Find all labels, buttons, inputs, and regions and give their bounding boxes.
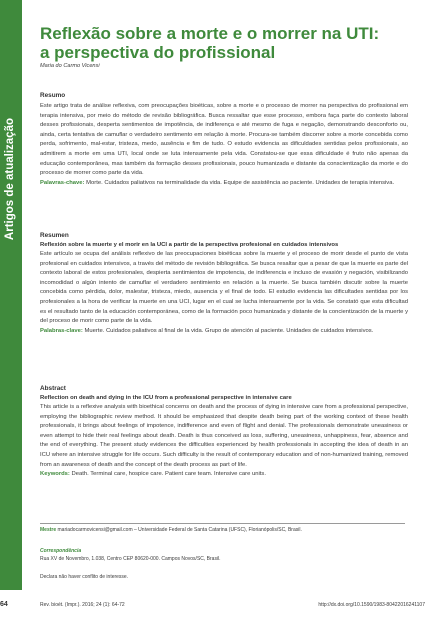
journal-citation: Rev. bioét. (Impr.). 2016; 24 (1): 64-72	[40, 602, 125, 608]
page-number: 64	[0, 601, 8, 608]
correspondencia-text: Rua XV de Novembro, 1.038, Centro CEP 80620-000. Campos Novos/SC, Brasil.	[40, 556, 221, 562]
title-line-2: a perspectiva do profissional	[40, 43, 276, 62]
abstract-keywords-label: Keywords:	[40, 471, 70, 478]
footnote-correspondencia	[40, 547, 221, 563]
resumen-subtitle: Reflexión sobre la muerte y el morir en la UCI a partir de la perspectiva profesional en cuidados intensivos	[40, 242, 339, 248]
footnote-divider	[40, 523, 405, 524]
doi-link[interactable]: http://dx.doi.org/10.1590/1983-80422016241107	[318, 602, 425, 608]
resumen-section	[40, 232, 408, 336]
abstract-section	[40, 385, 408, 480]
author-name: Maria do Carmo Vicensi	[40, 63, 100, 69]
resumo-keywords	[40, 179, 408, 189]
article-title	[40, 24, 435, 62]
mestre-label: Mestre	[40, 527, 57, 533]
abstract-heading: Abstract	[40, 385, 66, 392]
resumo-body: Este artigo trata de análise reflexiva, com preocupações bioéticas, sobre a morte e o processo de morrer na perspectiva do profissional em terapia intensiva, por meio do método de revisão bibliográfica. Busca ressaltar que esse processo, embora faça parte do contexto laboral desses profissionais, desperta sentimentos de impotência, de indiferença e até mesmo de fuga e negação, demonstrando desconforto ou, ainda, certa tentativa de camuflar o verdadeiro sentimento em relação à morte. Procura-se também discorrer sobre a morte concebida como perda, sofrimento, mal-estar, tristeza, medo, ausência e fim de tudo. O estudo evidencia as dificuldades sentidas pelos profissionais, ao admitirem a morte em uma UTI, local onde se luta intensamente pela vida. Constatou-se que essa dificuldade é fruto não apenas da educação contemporânea, mas também da formação desses profissionais, pouco humanizada e distante da conscientização da morte e do processo de morrer como parte da vida.	[40, 103, 408, 177]
resumo-keywords-text: Morte. Cuidados paliativos na terminalidade da vida. Equipe de assistência ao paciente. Unidades de terapia intensiva.	[86, 179, 395, 186]
correspondencia-label: Correspondência	[40, 548, 82, 554]
resumen-keywords	[40, 327, 408, 337]
mestre-text: mariadocarmovicensi@gmail.com – Universidade Federal de Santa Catarina (UFSC), Florianópolis/SC, Brasil.	[57, 527, 302, 533]
section-label: Artigos de atualização	[4, 118, 16, 241]
resumen-heading: Resumen	[40, 232, 69, 239]
abstract-body: This article is a reflexive analysis with bioethical concerns on death and the process of dying in intensive care from a professional perspective, employing the bibliographic review method. It should be emphasized that despite death being part of the working context of these health professionals, it brings about feelings of impotence, indifference and even of flight and denial. The professionals demonstrate uneasiness or even attempt to hide their real feelings about death. Death is thus conceived as loss, suffering, uneasiness, unhappiness, fear, absence and the end of everything. The present study evidences the difficulties experienced by health professionals in accepting the idea of death in an ICU where an intensive struggle for life occurs. Such difficulty is the result of contemporary education and of non-humanized training, removed from an awareness of death and the concept of the death process as part of life.	[40, 404, 408, 468]
title-line-1: Reflexão sobre a morte e o morrer na UTI:	[40, 24, 380, 43]
abstract-keywords-text: Death. Terminal care, hospice care. Patient care team. Intensive care units.	[71, 471, 266, 478]
resumen-keywords-text: Muerte. Cuidados paliativos al final de la vida. Grupo de atención al paciente. Unidades de cuidados intensivos.	[84, 327, 374, 334]
footnote-mestre	[40, 526, 302, 534]
abstract-keywords	[40, 470, 408, 480]
resumo-section	[40, 92, 408, 188]
abstract-subtitle: Reflection on death and dying in the ICU from a professional perspective in intensive care	[40, 395, 292, 401]
resumen-body: Este artículo se ocupa del análisis reflexivo de las preocupaciones bioéticas sobre la muerte y el proceso de morir desde el punto de vista profesional en cuidados intensivos, a través del método de revisión bibliográfica. Se busca resaltar que a pesar de que la muerte es parte del contexto laboral de estos profesionales, despierta sentimientos de impotencia, de indiferencia e incluso de evasión y negación, visibilizando incomodidad o algún intento de camuflar el verdadero sentimiento en relación a la muerte. Se busca también discutir sobre la muerte concebida como pérdida, dolor, malestar, tristeza, miedo, ausencia y el final de todo. El estudio evidencia las dificultades sentidas por los profesionales a la hora de verificar la muerte en una UCI, lugar en el cual se lucha intensamente por la vida. Se constató que esta dificultad es el resultado tanto de la educación contemporánea, como de la formación poco humanizada y distante de la concientización de la muerte y del proceso de morir como parte de la vida.	[40, 251, 408, 325]
resumo-keywords-label: Palavras-chave:	[40, 179, 85, 186]
resumo-heading: Resumo	[40, 92, 66, 99]
footnote-conflict: Declara não haver conflito de interesse.	[40, 574, 129, 580]
resumen-keywords-label: Palabras-clave:	[40, 327, 83, 334]
section-sidebar	[0, 0, 22, 590]
